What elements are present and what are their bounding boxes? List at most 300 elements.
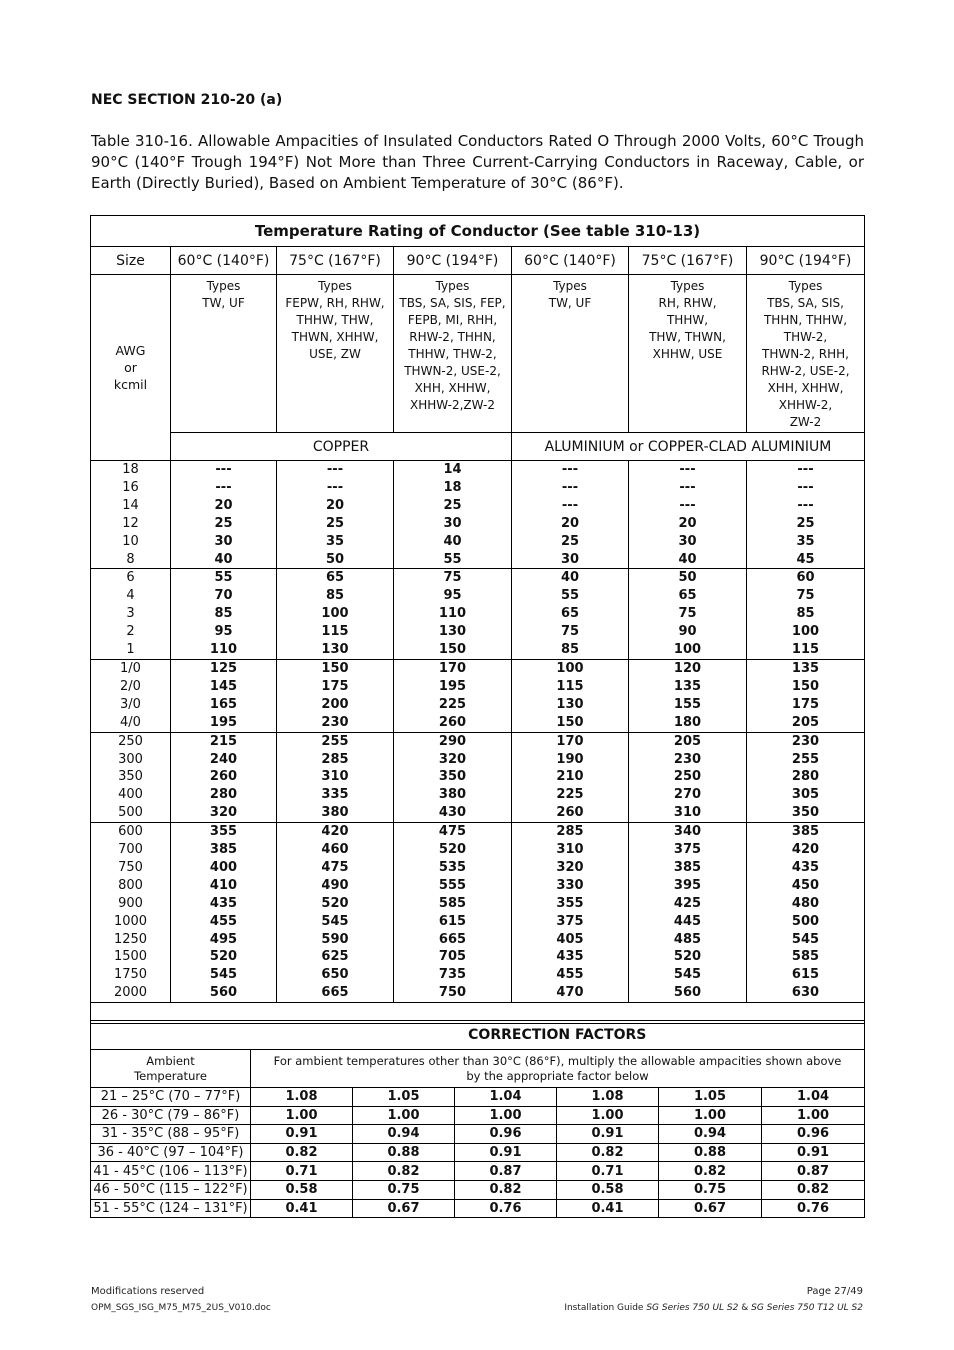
conductor-type-line: THWN, XHHW, (291, 330, 379, 344)
conductor-size: 2/0 (120, 678, 141, 694)
ampacity-value: 435 (209, 895, 238, 911)
conductor-size: 1250 (113, 931, 148, 947)
ampacity-cell (747, 461, 865, 569)
correction-row (91, 1180, 865, 1199)
ampacity-value: 130 (438, 624, 467, 640)
conductor-size: 300 (118, 751, 143, 767)
conductor-size: 250 (118, 733, 143, 749)
conductor-type-line: XHHW, USE (652, 347, 723, 361)
ampacity-cell (277, 569, 394, 660)
awg-kcmil-label: AWG or kcmil (91, 275, 171, 461)
ampacity-value: 130 (321, 642, 349, 658)
ampacity-value: 255 (321, 733, 349, 749)
ampacity-value: 630 (791, 985, 820, 1001)
ampacity-cell (277, 732, 394, 823)
correction-factor: 0.87 (762, 1162, 865, 1181)
conductor-type-line: Types (553, 279, 587, 293)
size-cell (91, 732, 171, 823)
ampacity-value: 150 (321, 660, 349, 676)
correction-factor: 0.88 (659, 1143, 762, 1162)
correction-factor: 0.88 (353, 1143, 455, 1162)
correction-note: For ambient temperatures other than 30°C (86°F), multiply the allowable ampacities shown above by the appropriate factor below (251, 1050, 865, 1088)
conductor-size: 16 (122, 479, 139, 495)
size-header: Size (91, 247, 171, 275)
ampacity-value: 260 (209, 769, 238, 785)
ampacity-value: 305 (791, 787, 820, 803)
correction-factor: 0.91 (455, 1143, 557, 1162)
ampacity-value: 310 (321, 769, 349, 785)
ampacity-value: 380 (438, 787, 467, 803)
conductor-size: 8 (126, 551, 135, 567)
conductor-size: 4 (126, 588, 135, 604)
conductor-type-line: TW, UF (548, 296, 592, 310)
correction-factor: 0.82 (455, 1180, 557, 1199)
ampacity-value: 205 (791, 714, 820, 730)
ampacity-value: 590 (321, 931, 349, 947)
ampacity-value: 65 (325, 570, 345, 586)
page-number: Page 27/49 (806, 1286, 863, 1297)
size-group-row (91, 659, 865, 732)
ampacity-value: 150 (791, 678, 820, 694)
ampacity-value: 420 (791, 842, 820, 858)
ampacity-value: 330 (556, 877, 584, 893)
ampacity-value: 350 (438, 769, 467, 785)
ampacity-value: 65 (560, 606, 580, 622)
temp-rating-header: 75°C (167°F) (277, 247, 394, 275)
ampacity-value: 30 (560, 551, 580, 567)
ampacity-value: 320 (209, 805, 238, 821)
ampacity-value: 55 (443, 551, 462, 567)
ampacity-cell (629, 732, 747, 823)
conductor-size: 800 (118, 877, 143, 893)
conductor-size: 1500 (113, 949, 148, 965)
ampacity-value: 60 (796, 570, 815, 586)
correction-row (91, 1125, 865, 1144)
correction-factor: 0.71 (557, 1162, 659, 1181)
ampacity-value: 385 (209, 842, 238, 858)
ampacity-value: 25 (325, 515, 345, 531)
ampacity-value: 270 (673, 787, 702, 803)
ampacity-value: 175 (321, 678, 349, 694)
correction-row (91, 1143, 865, 1162)
ampacity-value: 195 (438, 678, 467, 694)
ampacity-value: 20 (214, 497, 233, 513)
ampacity-value: 190 (556, 751, 584, 767)
correction-factor: 1.08 (557, 1088, 659, 1107)
ampacity-value: 475 (438, 824, 467, 840)
correction-factor: 0.82 (659, 1162, 762, 1181)
ampacity-cell (394, 659, 512, 732)
ampacity-value: 585 (791, 949, 820, 965)
ampacity-value: 225 (556, 787, 584, 803)
copper-header: COPPER (171, 433, 512, 461)
ampacity-value: 75 (560, 624, 580, 640)
ampacity-value: 470 (556, 985, 584, 1001)
ampacity-value: 545 (321, 913, 349, 929)
ampacity-cell (171, 461, 277, 569)
ampacity-value: 500 (791, 913, 820, 929)
conductor-type-line: FEPW, RH, RHW, (285, 296, 385, 310)
correction-factor: 0.58 (557, 1180, 659, 1199)
conductor-type-line: THW-2, (783, 330, 828, 344)
ampacity-value: --- (326, 479, 344, 495)
ampacity-value: 750 (438, 985, 467, 1001)
correction-factor: 1.00 (659, 1106, 762, 1125)
ampacity-value: 310 (673, 805, 702, 821)
ampacity-value: 65 (678, 588, 697, 604)
correction-factor: 1.04 (455, 1088, 557, 1107)
correction-title-blank (91, 1021, 251, 1050)
ambient-temperature-header: Ambient Temperature (91, 1050, 251, 1088)
ampacity-value: 260 (438, 714, 467, 730)
ampacity-value: 280 (791, 769, 820, 785)
ampacity-value: 110 (438, 606, 467, 622)
size-cell (91, 569, 171, 660)
ampacity-value: 30 (678, 533, 697, 549)
ampacity-cell (747, 823, 865, 1003)
ampacity-value: 25 (443, 497, 462, 513)
conductor-type-line: THHW, THW-2, (408, 347, 497, 361)
correction-factor: 1.04 (762, 1088, 865, 1107)
ampacity-cell (171, 823, 277, 1003)
ampacity-value: 400 (209, 859, 238, 875)
ampacity-cell (512, 823, 629, 1003)
size-group-row (91, 732, 865, 823)
size-group-row (91, 823, 865, 1003)
ampacity-value: 25 (560, 533, 580, 549)
ambient-range: 41 - 45°C (106 – 113°F) (91, 1162, 251, 1181)
ampacity-value: 455 (209, 913, 238, 929)
ampacity-cell (747, 659, 865, 732)
conductor-size: 10 (122, 533, 139, 549)
aluminium-header: ALUMINIUM or COPPER-CLAD ALUMINIUM (512, 433, 865, 461)
ampacity-value: 425 (673, 895, 702, 911)
conductor-type-line: RHW-2, THHN, (409, 330, 496, 344)
correction-factor: 0.41 (557, 1199, 659, 1218)
ampacity-value: 520 (438, 842, 467, 858)
size-group-row (91, 569, 865, 660)
ampacity-value: --- (679, 479, 696, 495)
ampacity-value: 375 (556, 913, 584, 929)
correction-factor: 1.08 (251, 1088, 353, 1107)
conductor-type-line: XHHW-2, (778, 398, 833, 412)
ampacity-value: 665 (321, 985, 349, 1001)
ampacity-value: 520 (209, 949, 238, 965)
size-cell (91, 461, 171, 569)
conductor-size: 14 (122, 497, 139, 513)
conductor-types-cell (629, 275, 747, 433)
conductor-size: 1 (126, 642, 135, 658)
ampacity-value: 625 (321, 949, 349, 965)
conductor-type-line: Types (788, 279, 823, 293)
temp-rating-header: 90°C (194°F) (394, 247, 512, 275)
ampacity-value: 410 (209, 877, 238, 893)
conductor-type-line: THWN-2, RHH, (762, 347, 849, 361)
ampacity-cell (171, 659, 277, 732)
ampacity-value: 100 (673, 642, 702, 658)
ampacity-value: 375 (673, 842, 702, 858)
ampacity-value: 115 (321, 624, 349, 640)
ampacity-value: 100 (556, 660, 584, 676)
correction-factor: 0.76 (762, 1199, 865, 1218)
ambient-range: 26 - 30°C (79 – 86°F) (91, 1106, 251, 1125)
conductor-type-line: Types (435, 279, 470, 293)
ampacity-value: 585 (438, 895, 467, 911)
ampacity-value: 520 (673, 949, 702, 965)
ampacity-cell (747, 569, 865, 660)
conductor-size: 6 (126, 570, 135, 586)
conductor-size: 1750 (113, 967, 148, 983)
ampacity-value: 35 (796, 533, 815, 549)
ampacity-value: 450 (791, 877, 820, 893)
ampacity-value: --- (797, 497, 814, 513)
ampacity-value: 100 (321, 606, 349, 622)
ampacity-value: 35 (325, 533, 345, 549)
correction-factor: 0.87 (455, 1162, 557, 1181)
ampacity-value: 310 (556, 842, 584, 858)
ampacity-value: 460 (321, 842, 349, 858)
ampacity-value: 395 (673, 877, 702, 893)
size-group-row (91, 461, 865, 569)
ampacity-value: 110 (209, 642, 238, 658)
ampacity-value: 210 (556, 769, 584, 785)
ampacity-value: 30 (214, 533, 233, 549)
correction-factor: 1.00 (557, 1106, 659, 1125)
size-cell (91, 659, 171, 732)
ampacity-value: 175 (791, 696, 820, 712)
ambient-range: 21 – 25°C (70 – 77°F) (91, 1088, 251, 1107)
footer-left (91, 1284, 271, 1316)
ampacity-value: --- (797, 479, 814, 495)
correction-factor: 0.76 (455, 1199, 557, 1218)
ampacity-cell (277, 823, 394, 1003)
ampacity-value: 230 (321, 714, 349, 730)
ampacity-value: 40 (678, 551, 697, 567)
ampacity-value: 135 (791, 660, 820, 676)
conductor-type-line: Types (206, 279, 241, 293)
ampacity-value: 475 (321, 859, 349, 875)
ampacity-value: 145 (209, 678, 238, 694)
correction-factor: 0.67 (353, 1199, 455, 1218)
ampacity-cell (171, 732, 277, 823)
conductor-size: 18 (122, 462, 139, 477)
ampacity-value: 130 (556, 696, 584, 712)
conductor-size: 4/0 (120, 714, 141, 730)
correction-factor: 0.96 (762, 1125, 865, 1144)
conductor-type-line: Types (318, 279, 352, 293)
correction-factor: 0.71 (251, 1162, 353, 1181)
ampacity-value: 25 (796, 515, 815, 531)
correction-factor: 0.82 (762, 1180, 865, 1199)
conductor-types-cell (512, 275, 629, 433)
ampacity-value: 435 (791, 859, 820, 875)
conductor-type-line: ZW-2 (789, 415, 822, 429)
ampacity-value: 100 (791, 624, 820, 640)
ampacity-value: 150 (438, 642, 467, 658)
correction-factor: 0.94 (659, 1125, 762, 1144)
ampacity-value: 155 (673, 696, 702, 712)
ampacity-value: 195 (209, 714, 238, 730)
correction-factor: 0.96 (455, 1125, 557, 1144)
ampacity-value: 445 (673, 913, 702, 929)
ampacity-value: 230 (791, 733, 820, 749)
ampacity-value: 180 (673, 714, 702, 730)
ampacity-value: 385 (673, 859, 702, 875)
ampacity-cell (512, 659, 629, 732)
ampacity-value: 435 (556, 949, 584, 965)
correction-factor: 1.00 (251, 1106, 353, 1125)
ampacity-value: 45 (796, 551, 815, 567)
conductor-type-line: THHW, (666, 313, 709, 327)
conductor-type-line: RH, RHW, (658, 296, 717, 310)
ambient-range: 31 - 35°C (88 – 95°F) (91, 1125, 251, 1144)
ampacity-value: 85 (325, 588, 345, 604)
ampacity-value: 20 (560, 515, 580, 531)
ampacity-value: 75 (678, 606, 697, 622)
ampacity-value: 115 (791, 642, 820, 658)
ampacity-value: 490 (321, 877, 349, 893)
ampacity-value: 290 (438, 733, 467, 749)
conductor-size: 1000 (113, 913, 148, 929)
conductor-size: 750 (118, 859, 143, 875)
conductor-types-cell (171, 275, 277, 433)
ampacity-value: 255 (791, 751, 820, 767)
conductor-type-line: THHN, THHW, (763, 313, 848, 327)
ampacity-value: 250 (673, 769, 702, 785)
conductor-size: 1/0 (120, 660, 141, 676)
ampacity-value: 50 (325, 551, 345, 567)
correction-factor: 0.94 (353, 1125, 455, 1144)
temp-rating-header: 90°C (194°F) (747, 247, 865, 275)
ampacity-value: --- (679, 497, 696, 513)
ampacity-value: 405 (556, 931, 584, 947)
ampacity-value: 55 (560, 588, 580, 604)
ampacity-value: 280 (209, 787, 238, 803)
ampacity-value: 260 (556, 805, 584, 821)
ampacity-value: 120 (673, 660, 702, 676)
ampacity-value: 545 (673, 967, 702, 983)
ampacity-value: 90 (678, 624, 697, 640)
ampacity-value: 340 (673, 824, 702, 840)
temp-rating-header: 60°C (140°F) (171, 247, 277, 275)
ampacity-value: 70 (214, 588, 233, 604)
ampacity-value: 25 (214, 515, 233, 531)
table-title: Temperature Rating of Conductor (See table 310-13) (91, 216, 865, 247)
ampacity-value: 215 (209, 733, 238, 749)
conductor-types-cell (277, 275, 394, 433)
temp-rating-header: 75°C (167°F) (629, 247, 747, 275)
ampacity-value: 555 (438, 877, 467, 893)
ampacity-value: 335 (321, 787, 349, 803)
conductor-types-cell (747, 275, 865, 433)
conductor-size: 700 (118, 842, 143, 858)
table-intro-paragraph: Table 310-16. Allowable Ampacities of Insulated Conductors Rated O Through 2000 Volts, 60°C Trough 90°C (140°F Trough 194°F) Not More than Three Current-Carrying Conductors in Raceway, Cable, or Earth (Directly Buried), Based on Ambient Temperature of 30°C (86°F). (91, 132, 864, 192)
ampacity-value: 650 (321, 967, 349, 983)
ampacity-value: --- (561, 497, 579, 513)
correction-row (91, 1088, 865, 1107)
ambient-range: 51 - 55°C (124 – 131°F) (91, 1199, 251, 1218)
modifications-note: Modifications reserved (91, 1286, 205, 1297)
conductor-size: 600 (118, 824, 143, 840)
correction-factor: 0.75 (659, 1180, 762, 1199)
ampacity-value: 240 (209, 751, 238, 767)
ampacity-value: 170 (556, 733, 584, 749)
section-heading: NEC SECTION 210-20 (a) (91, 92, 283, 108)
ampacity-value: 85 (214, 606, 233, 622)
ampacity-value: 355 (556, 895, 584, 911)
conductor-type-line: USE, ZW (309, 347, 361, 361)
conductor-size: 3 (126, 606, 135, 622)
ampacity-value: --- (679, 462, 696, 477)
ambient-range: 36 - 40°C (97 – 104°F) (91, 1143, 251, 1162)
ampacity-value: 535 (438, 859, 467, 875)
ampacity-value: 320 (438, 751, 467, 767)
ampacity-value: 545 (209, 967, 238, 983)
conductor-type-line: TBS, SA, SIS, (767, 296, 844, 310)
ampacity-value: 165 (209, 696, 238, 712)
ampacity-value: 40 (560, 570, 580, 586)
correction-factor: 0.67 (659, 1199, 762, 1218)
ampacity-value: 230 (673, 751, 702, 767)
ampacity-value: 170 (438, 660, 467, 676)
ampacity-value: 380 (321, 805, 349, 821)
conductor-type-line: XHH, XHHW, (414, 381, 491, 395)
correction-row (91, 1106, 865, 1125)
conductor-type-line: TW, UF (202, 296, 245, 310)
ampacity-value: 135 (673, 678, 702, 694)
ampacity-cell (512, 461, 629, 569)
ampacity-value: 485 (673, 931, 702, 947)
conductor-size: 12 (122, 515, 139, 531)
ampacity-value: 18 (443, 479, 462, 495)
correction-factors-table (90, 1020, 865, 1218)
temp-rating-header: 60°C (140°F) (512, 247, 629, 275)
conductor-type-line: THW, THWN, (649, 330, 726, 344)
conductor-size: 3/0 (120, 696, 141, 712)
ampacity-value: 420 (321, 824, 349, 840)
document-filename: OPM_SGS_ISG_M75_M75_2US_V010.doc (91, 1303, 271, 1313)
correction-factor: 1.05 (353, 1088, 455, 1107)
conductor-type-line: THHW, THW, (296, 313, 374, 327)
ampacity-value: 615 (791, 967, 820, 983)
correction-row (91, 1199, 865, 1218)
correction-factor: 0.91 (762, 1143, 865, 1162)
correction-factor: 0.82 (251, 1143, 353, 1162)
ampacity-value: 520 (321, 895, 349, 911)
ampacity-value: 95 (443, 588, 462, 604)
correction-factor: 0.82 (557, 1143, 659, 1162)
ampacity-value: 85 (796, 606, 815, 622)
ampacity-value: 95 (214, 624, 233, 640)
conductor-size: 2000 (113, 985, 148, 1001)
ampacity-value: --- (561, 479, 579, 495)
ampacity-value: --- (797, 462, 814, 477)
correction-factor: 1.05 (659, 1088, 762, 1107)
ampacity-value: 430 (438, 805, 467, 821)
guide-title: Installation Guide SG Series 750 UL S2 & SG Series 750 T12 UL S2 (564, 1303, 863, 1313)
conductor-types-cell (394, 275, 512, 433)
conductor-type-line: Types (670, 279, 705, 293)
ampacity-value: --- (215, 479, 232, 495)
ampacity-cell (629, 659, 747, 732)
ampacity-cell (747, 732, 865, 823)
conductor-type-line: RHW-2, USE-2, (761, 364, 850, 378)
ampacity-table (90, 215, 865, 1024)
ampacity-value: 735 (438, 967, 467, 983)
ampacity-cell (394, 569, 512, 660)
size-cell (91, 823, 171, 1003)
ampacity-value: 14 (443, 462, 462, 477)
